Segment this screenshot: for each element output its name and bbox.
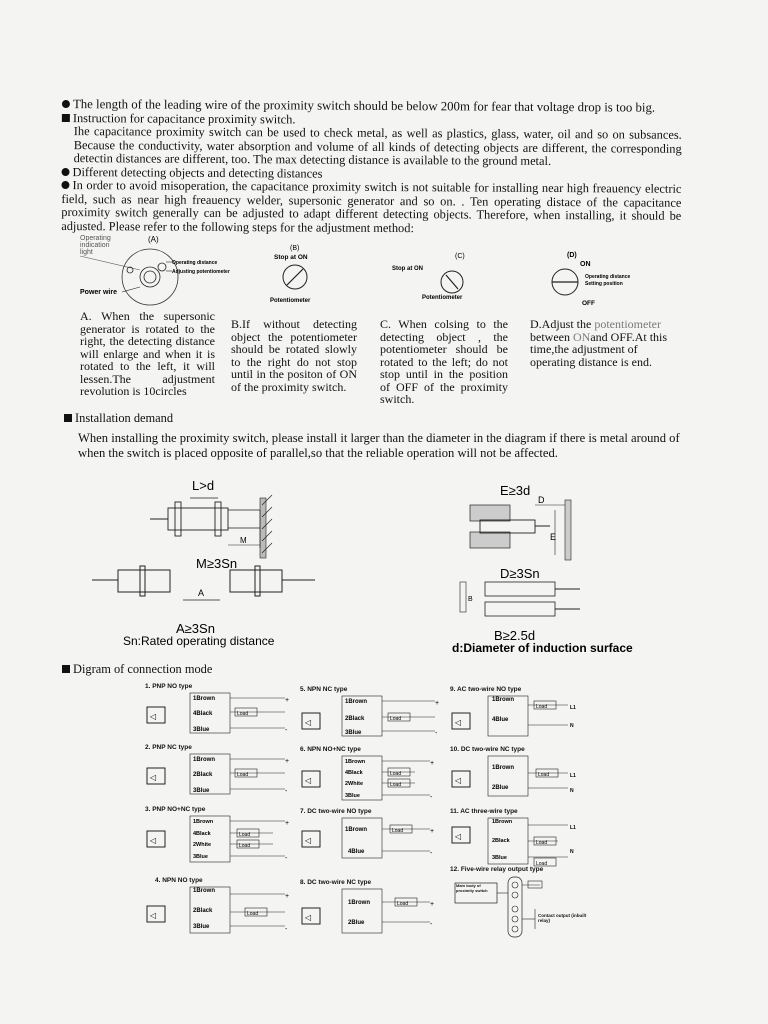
svg-text:1Brown: 1Brown xyxy=(193,696,216,702)
svg-text:Potentiometer: Potentiometer xyxy=(270,298,311,304)
connection-diagram-6: 6. NPN NO+NC type ◁ + - 1Brown 4Black 2White 3Blue Load Load xyxy=(300,746,435,801)
svg-text:1Brown: 1Brown xyxy=(193,757,216,763)
svg-text:Load: Load xyxy=(392,828,404,834)
diagram-b xyxy=(270,245,311,304)
svg-text:Load: Load xyxy=(239,832,251,838)
svg-text:Stop at ON: Stop at ON xyxy=(274,254,308,261)
svg-text:L>d: L>d xyxy=(192,478,215,493)
svg-text:M≥3Sn: M≥3Sn xyxy=(196,556,238,571)
installation-diagrams xyxy=(80,470,700,660)
connection-diagram-9: 9. AC two-wire NO type ◁ L1 N 1Brown 4Blue Load xyxy=(450,686,590,746)
svg-text:D: D xyxy=(538,495,545,505)
svg-text:N: N xyxy=(570,849,574,855)
svg-text:1Brown: 1Brown xyxy=(492,697,515,703)
installation-paragraph: When installing the proximity switch, please install it larger than the diameter in the diagram if there is metal around of when the switch is placed opposite of parallel,so that the reliable operation will not be affected. xyxy=(78,431,680,460)
svg-text:+: + xyxy=(430,760,435,767)
svg-text:◁: ◁ xyxy=(455,776,462,785)
svg-text:+: + xyxy=(285,893,290,900)
svg-text:B: B xyxy=(468,596,473,603)
svg-text:Load: Load xyxy=(536,861,548,867)
svg-text:4Blue: 4Blue xyxy=(348,849,365,855)
svg-text:Operating distance: Operating distance xyxy=(585,274,631,280)
square-bullet-icon xyxy=(64,414,72,422)
svg-text:L1: L1 xyxy=(570,705,576,711)
svg-text:A≥3Sn: A≥3Sn xyxy=(176,621,215,636)
svg-text:D≥3Sn: D≥3Sn xyxy=(500,566,540,581)
svg-text:1Brown: 1Brown xyxy=(193,888,216,894)
connection-diagram-11: 11. AC three-wire type ◁ L1 N 1Brown 2Black 3Blue Load Load xyxy=(450,808,576,867)
svg-text:N: N xyxy=(570,788,574,794)
svg-text:2Black: 2Black xyxy=(345,716,365,722)
square-bullet-icon xyxy=(62,665,70,673)
svg-text:3Blue: 3Blue xyxy=(193,727,210,733)
svg-text:4Black: 4Black xyxy=(193,711,213,717)
svg-text:◁: ◁ xyxy=(455,718,462,727)
svg-text:◁: ◁ xyxy=(305,776,312,785)
svg-text:◁: ◁ xyxy=(305,836,312,845)
svg-text:1Brown: 1Brown xyxy=(348,900,371,906)
svg-text:-: - xyxy=(285,926,288,933)
svg-text:Load: Load xyxy=(239,843,251,849)
connection-diagram-10: 10. DC two-wire NC type ◁ L1 N 1Brown 2Blue Load xyxy=(450,746,576,794)
bullet-icon xyxy=(62,100,70,108)
svg-text:Operating distance: Operating distance xyxy=(172,260,218,266)
svg-text:Load: Load xyxy=(397,901,409,907)
svg-text:Setting position: Setting position xyxy=(585,281,623,287)
svg-text:1Brown: 1Brown xyxy=(193,819,214,825)
indication-light-label: Operating xyxy=(80,235,111,242)
svg-text:◁: ◁ xyxy=(150,773,157,782)
step-a-text: A. When the supersonic generator is rotated to the right, the detecting distance will enlarge and when it is rotated to the left, it will lessen.The adjustment revolution is 10circles xyxy=(80,309,215,398)
svg-text:indication: indication xyxy=(80,242,110,249)
svg-text:3Blue: 3Blue xyxy=(345,730,362,736)
svg-text:3Blue: 3Blue xyxy=(193,924,210,930)
svg-text:3Blue: 3Blue xyxy=(492,855,507,861)
svg-text:Load: Load xyxy=(390,716,402,722)
svg-text:Adjusting potentiometer: Adjusting potentiometer xyxy=(172,269,230,275)
connection-diagram-5: 5. NPN NC type ◁ + - 1Brown 2Black 3Blue Load xyxy=(300,686,440,737)
svg-text:2Black: 2Black xyxy=(193,772,213,778)
svg-text:◁: ◁ xyxy=(150,712,157,721)
detecting-objects-line: Different detecting objects and detecting distances xyxy=(62,165,682,182)
svg-text:1Brown: 1Brown xyxy=(492,765,515,771)
connection-diagram-7: 7. DC two-wire NO type ◁ + - 1Brown 4Blue Load xyxy=(300,808,435,857)
svg-text:2White: 2White xyxy=(345,781,364,787)
svg-text:+: + xyxy=(285,697,290,704)
svg-text:+: + xyxy=(285,820,290,827)
svg-text:◁: ◁ xyxy=(150,836,157,845)
svg-text:3Blue: 3Blue xyxy=(345,793,360,799)
connection-heading: Digram of connection mode xyxy=(62,663,212,677)
svg-text:B≥2.5d: B≥2.5d xyxy=(494,628,536,643)
diagram-a xyxy=(80,235,230,305)
svg-text:light: light xyxy=(80,249,93,256)
svg-text:L1: L1 xyxy=(570,773,576,779)
diagram-d xyxy=(552,252,631,307)
svg-text:1Brown: 1Brown xyxy=(492,819,513,825)
bullet-icon xyxy=(61,181,69,189)
svg-text:(D): (D) xyxy=(567,252,577,259)
svg-text:Load: Load xyxy=(538,772,550,778)
svg-text:E≥3d: E≥3d xyxy=(500,483,531,498)
wiring-svg xyxy=(145,690,295,740)
svg-text:3Blue: 3Blue xyxy=(193,854,208,860)
svg-text:+: + xyxy=(285,758,290,765)
square-bullet-icon xyxy=(62,113,70,121)
svg-text:Load: Load xyxy=(536,840,548,846)
intro-section xyxy=(61,98,682,237)
svg-text:+: + xyxy=(435,700,440,707)
svg-text:◁: ◁ xyxy=(305,718,312,727)
svg-text:-: - xyxy=(435,730,438,737)
svg-text:3Blue: 3Blue xyxy=(193,788,210,794)
svg-text:+: + xyxy=(430,901,435,908)
svg-text:+: + xyxy=(430,828,435,835)
step-c-text: C. When colsing to the detecting object , the potentiometer should be rotated to the left; do not stop until in the position of OFF of the proximity switch. xyxy=(380,317,508,406)
connection-diagram-2: 2. PNP NC type ◁ + - 1Brown 2Black 3Blue Load xyxy=(145,744,290,795)
svg-text:Load: Load xyxy=(390,771,402,777)
installation-heading: Installation demand xyxy=(64,412,173,426)
svg-text:1Brown: 1Brown xyxy=(345,759,366,765)
flush-mount-diagram xyxy=(150,478,272,571)
step-b-text: B.If without detecting object the potentiometer should be rotated slowly to the right do not stop until in the positon of ON of the proximity switch. xyxy=(231,317,357,394)
svg-text:(C): (C) xyxy=(455,253,465,260)
svg-text:Load: Load xyxy=(247,911,259,917)
svg-text:Load: Load xyxy=(237,711,249,717)
connection-diagram-3: 3. PNP NO+NC type ◁ + - 1Brown 4Black 2White 3Blue Load Load xyxy=(145,806,290,862)
svg-text:Sn:Rated operating distance: Sn:Rated operating distance xyxy=(123,634,275,648)
connection-diagram-8: 8. DC two-wire NC type ◁ + - 1Brown 2Blue Load xyxy=(300,879,445,939)
svg-text:-: - xyxy=(285,727,288,734)
svg-text:2Black: 2Black xyxy=(193,908,213,914)
adjustment-diagrams xyxy=(70,232,690,312)
embedded-mount-diagram xyxy=(452,483,633,655)
power-wire-label: Power wire xyxy=(80,289,117,296)
svg-text:4Black: 4Black xyxy=(345,770,363,776)
svg-text:Load: Load xyxy=(237,772,249,778)
svg-text:2Black: 2Black xyxy=(492,838,510,844)
svg-text:-: - xyxy=(430,921,433,928)
connection-diagram-4: 4. NPN NO type ◁ + - 1Brown 2Black 3Blue Load xyxy=(145,877,295,937)
connection-diagram-12: 12. Five-wire relay output type Main body of proximity switch Contact output (inbuilt relay) xyxy=(450,866,600,941)
svg-text:◁: ◁ xyxy=(305,913,312,922)
svg-text:E: E xyxy=(550,532,557,542)
svg-text:A: A xyxy=(198,588,205,598)
wire-length-note: The length of the leading wire of the proximity switch should be below 200m for fear that voltage drop is too big. xyxy=(62,98,682,115)
svg-text:(B): (B) xyxy=(290,245,300,252)
svg-text:4Blue: 4Blue xyxy=(492,717,509,723)
svg-text:1Brown: 1Brown xyxy=(345,699,368,705)
svg-text:1Brown: 1Brown xyxy=(345,827,368,833)
svg-text:◁: ◁ xyxy=(150,911,157,920)
intro-paragraph-2: In order to avoid misoperation, the capacitance proximity switch is not suitable for installing near high freauency electric field, such as near high freauency welder, supersonic generator and so on. . Ten operating distace of the capacitance proximity switch generally can be adjusted to adapt different detecting objects. Therefore, when installing, it should be adjusted. Please refer to the following steps for the adjustment method: xyxy=(61,178,682,235)
svg-text:2Blue: 2Blue xyxy=(492,785,509,791)
svg-text:Load: Load xyxy=(390,782,402,788)
bullet-icon xyxy=(62,167,70,175)
svg-text:4Black: 4Black xyxy=(193,831,211,837)
instruction-heading: Instruction for capacitance proximity switch. xyxy=(62,111,682,128)
svg-text:Stop at ON: Stop at ON xyxy=(392,266,423,272)
svg-text:-: - xyxy=(430,850,433,857)
side-by-side-diagram xyxy=(92,566,315,648)
svg-text:d:Diameter of induction surfac: d:Diameter of induction surface xyxy=(452,641,633,655)
svg-text:-: - xyxy=(285,855,288,862)
svg-text:Load: Load xyxy=(536,704,548,710)
svg-text:L1: L1 xyxy=(570,825,576,831)
svg-text:◁: ◁ xyxy=(455,832,462,841)
diagram-c xyxy=(392,253,465,301)
connection-diagram-1: 1. PNP NO type ◁ + - 1Brown 4Black 3Blue Load xyxy=(145,683,295,743)
svg-text:Potentiometer: Potentiometer xyxy=(422,295,463,301)
svg-text:OFF: OFF xyxy=(582,300,595,307)
diagram-a-label: (A) xyxy=(148,235,159,244)
svg-text:2White: 2White xyxy=(193,842,212,848)
svg-text:ON: ON xyxy=(580,261,591,268)
svg-text:-: - xyxy=(285,788,288,795)
svg-text:N: N xyxy=(570,723,574,729)
svg-text:M: M xyxy=(240,536,247,545)
svg-text:-: - xyxy=(430,794,433,801)
step-d-text: D.Adjust the potentiometer between ONand OFF.At this time,the adjustment of operating distance is end. xyxy=(530,317,668,369)
intro-paragraph-1: Ihe capacitance proximity switch can be used to check metal, as well as plastics, glass, water, oil and so on subsances. Because the conductivity, water absorption and volume of all kinds of detecting objects are different, the corresponding detectin distances are different, too. The max detecting distance is available to the ground metal. xyxy=(73,124,682,168)
svg-text:2Blue: 2Blue xyxy=(348,920,365,926)
